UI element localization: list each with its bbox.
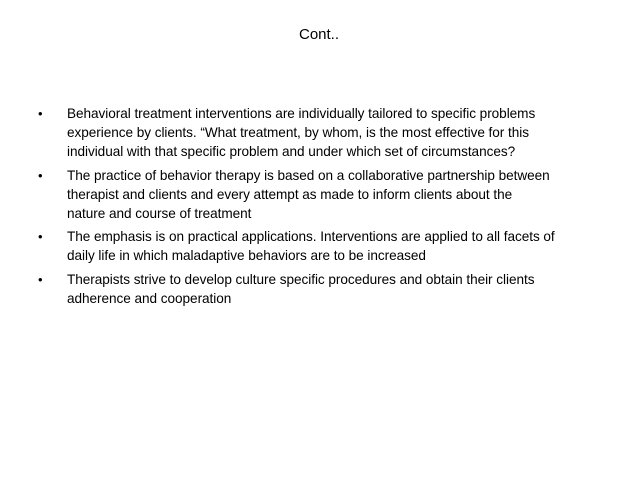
bullet-icon: • <box>38 106 43 121</box>
bullet-line: nature and course of treatment <box>67 206 252 222</box>
bullet-line: experience by clients. “What treatment, by whom, is the most effective for this <box>67 125 529 141</box>
bullet-item <box>38 270 608 308</box>
bullet-list <box>38 104 608 312</box>
bullet-line: therapist and clients and every attempt as made to inform clients about the <box>67 186 513 202</box>
bullet-icon: • <box>38 229 43 245</box>
bullet-line: Behavioral treatment interventions are individually tailored to specific problems <box>67 106 536 121</box>
bullet-icon: • <box>38 167 43 183</box>
bullet-line: The emphasis is on practical applications. Interventions are applied to all facets of <box>67 229 555 245</box>
bullet-line: individual with that specific problem and under which set of circumstances? <box>67 144 516 160</box>
bullet-line: Therapists strive to develop culture specific procedures and obtain their clients <box>67 271 535 287</box>
bullet-line: daily life in which maladaptive behaviors are to be increased <box>67 248 426 264</box>
bullet-item <box>38 166 608 224</box>
bullet-item <box>38 227 608 265</box>
bullet-line: The practice of behavior therapy is based on a collaborative partnership between <box>67 167 550 183</box>
slide-title: Cont.. <box>298 26 340 43</box>
bullet-line: adherence and cooperation <box>67 290 232 306</box>
bullet-item <box>38 104 608 162</box>
bullet-icon: • <box>38 271 43 287</box>
